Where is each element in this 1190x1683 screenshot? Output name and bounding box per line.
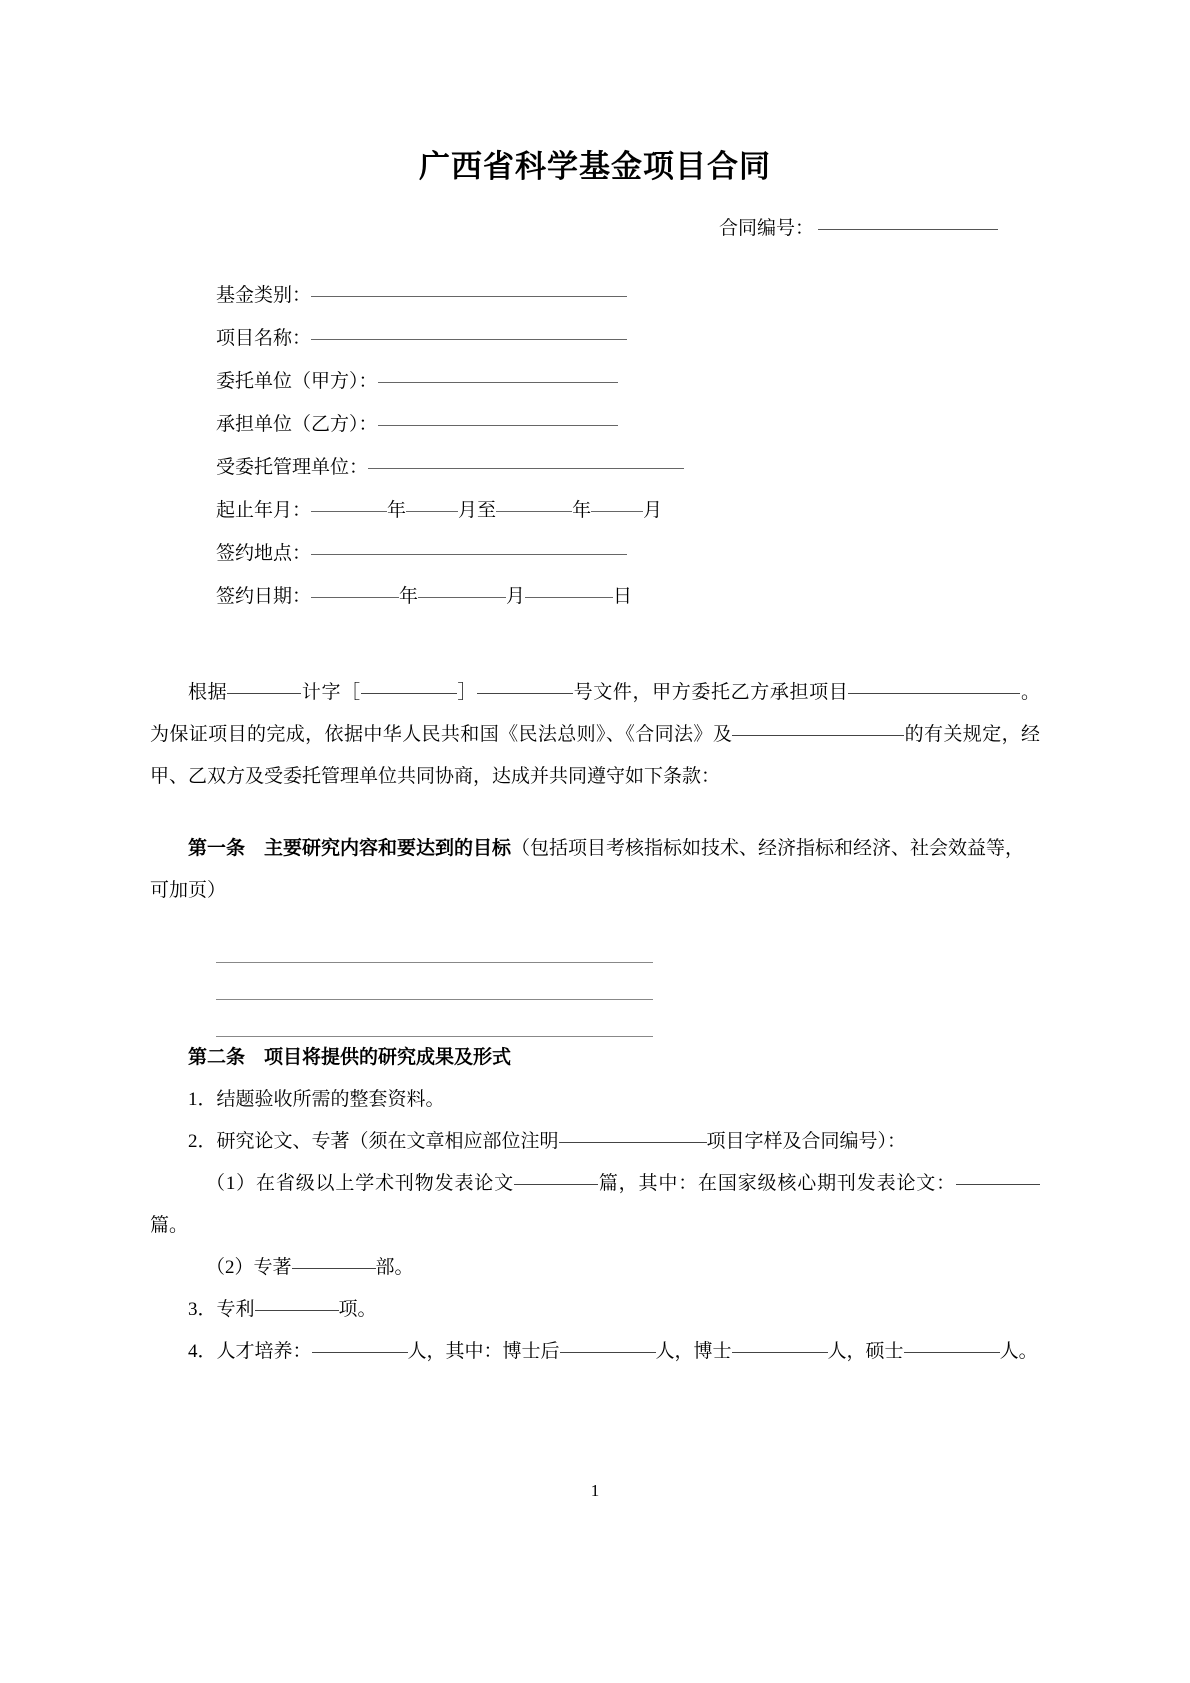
field-label-managing-unit: 受委托管理单位： bbox=[216, 457, 369, 479]
field-blank-sign-day[interactable] bbox=[525, 596, 613, 598]
article-2-item-4-text-before: 4．人才培养： bbox=[188, 1341, 312, 1363]
preamble-seg4: 号文件，甲方委托乙方承担项目 bbox=[573, 682, 849, 704]
article-2-sub-1-blank-b[interactable] bbox=[956, 1183, 1040, 1185]
field-label-client-unit: 委托单位（甲方）： bbox=[216, 371, 378, 393]
field-label-contractor-unit: 承担单位（乙方）： bbox=[216, 414, 378, 436]
contract-number-blank[interactable] bbox=[818, 228, 998, 230]
article-2-item-2-blank[interactable] bbox=[559, 1141, 707, 1143]
article-2-item-4 bbox=[150, 1331, 1040, 1373]
unit-sign-year: 年 bbox=[399, 586, 419, 608]
blank-line[interactable] bbox=[216, 1000, 653, 1037]
field-row-signing-date bbox=[216, 587, 1040, 630]
article-2-sub-1-text-mid: 篇，其中：在国家级核心期刊发表论文： bbox=[597, 1173, 956, 1195]
preamble-paragraph bbox=[150, 672, 1040, 798]
article-1-heading bbox=[150, 828, 1040, 912]
article-2-sub-2-text-before: （2）专著 bbox=[206, 1257, 292, 1279]
page-content bbox=[150, 0, 1040, 1373]
field-blank-fund-category[interactable] bbox=[311, 295, 627, 297]
field-blank-contractor-unit[interactable] bbox=[378, 424, 618, 426]
preamble-seg3: ］ bbox=[456, 682, 477, 704]
contract-number-row bbox=[150, 213, 1040, 240]
article-1-blank-lines bbox=[150, 926, 1040, 1037]
page-title: 广西省科学基金项目合同 bbox=[419, 149, 771, 184]
field-row-fund-category bbox=[216, 286, 1040, 329]
field-label-signing-place: 签约地点： bbox=[216, 543, 312, 565]
article-2-item-3-text-before: 3．专利 bbox=[188, 1299, 255, 1321]
article-2-item-4-text-after: 人。 bbox=[999, 1341, 1038, 1363]
article-2-item-4-blank-phd[interactable] bbox=[732, 1351, 828, 1353]
spacer-before-article-1 bbox=[150, 798, 1040, 828]
field-blank-start-month[interactable] bbox=[406, 510, 458, 512]
unit-month-end: 月 bbox=[643, 500, 663, 522]
field-row-project-name bbox=[216, 329, 1040, 372]
article-2-item-3-blank[interactable] bbox=[255, 1309, 339, 1311]
field-blank-client-unit[interactable] bbox=[378, 381, 618, 383]
article-2-item-2-sub-1 bbox=[150, 1163, 1040, 1247]
article-2-item-1 bbox=[150, 1079, 1040, 1121]
field-label-project-name: 项目名称： bbox=[216, 328, 312, 350]
preamble-seg2: 计字［ bbox=[301, 682, 361, 704]
article-2-title: 第二条 项目将提供的研究成果及形式 bbox=[188, 1047, 512, 1069]
contract-number-label: 合同编号： bbox=[718, 218, 814, 240]
article-2-item-2 bbox=[150, 1121, 1040, 1163]
article-2-item-1-text: 1．结题验收所需的整套资料。 bbox=[188, 1089, 445, 1111]
article-1-title: 第一条 主要研究内容和要达到的目标 bbox=[188, 838, 512, 860]
field-blank-sign-year[interactable] bbox=[311, 596, 399, 598]
preamble-blank-year[interactable] bbox=[361, 692, 457, 694]
article-2-item-4-text-b: 人，博士 bbox=[655, 1341, 732, 1363]
article-2-item-4-text-a: 人，其中：博士后 bbox=[407, 1341, 560, 1363]
blank-line[interactable] bbox=[216, 926, 653, 963]
article-1-note: （包括项目考核指标如技术、经济指标和经济、社会效益等，可加页） bbox=[150, 838, 1025, 902]
preamble-blank-law[interactable] bbox=[732, 734, 904, 736]
article-2-item-3-text-after: 项。 bbox=[338, 1299, 377, 1321]
preamble-blank-docno[interactable] bbox=[477, 692, 573, 694]
field-row-signing-place bbox=[216, 544, 1040, 587]
article-2-item-2-text-before: 2．研究论文、专著（须在文章相应部位注明 bbox=[188, 1131, 559, 1153]
article-2-sub-2-blank[interactable] bbox=[292, 1267, 376, 1269]
field-row-client-unit bbox=[216, 372, 1040, 415]
form-fields bbox=[150, 286, 1040, 630]
unit-sign-day: 日 bbox=[613, 586, 633, 608]
field-row-duration bbox=[216, 501, 1040, 544]
preamble-seg5: 。为保证项目的完成，依据中华人民共和国《民法总则》、《合同法》及 bbox=[150, 682, 1040, 746]
blank-line[interactable] bbox=[216, 963, 653, 1000]
article-2-sub-1-text-after: 篇。 bbox=[150, 1215, 189, 1237]
field-label-signing-date: 签约日期： bbox=[216, 586, 312, 608]
field-blank-managing-unit[interactable] bbox=[368, 467, 684, 469]
article-2-item-3 bbox=[150, 1289, 1040, 1331]
field-label-duration: 起止年月： bbox=[216, 500, 312, 522]
field-blank-sign-month[interactable] bbox=[418, 596, 506, 598]
article-2-item-4-blank-postdoc[interactable] bbox=[560, 1351, 656, 1353]
field-row-contractor-unit bbox=[216, 415, 1040, 458]
unit-year-end: 年 bbox=[572, 500, 592, 522]
article-2-item-4-blank-master[interactable] bbox=[904, 1351, 1000, 1353]
unit-to: 至 bbox=[477, 500, 497, 522]
preamble-blank-dept[interactable] bbox=[227, 692, 301, 694]
preamble-blank-project[interactable] bbox=[848, 692, 1020, 694]
article-2-sub-2-text-after: 部。 bbox=[375, 1257, 414, 1279]
field-blank-end-month[interactable] bbox=[591, 510, 643, 512]
preamble-block bbox=[150, 672, 1040, 798]
field-blank-signing-place[interactable] bbox=[311, 553, 627, 555]
unit-sign-month: 月 bbox=[506, 586, 526, 608]
article-2-heading bbox=[150, 1037, 1040, 1079]
article-2-item-2-text-after: 项目字样及合同编号）： bbox=[706, 1131, 907, 1153]
article-2-sub-1-blank-a[interactable] bbox=[514, 1183, 598, 1185]
unit-month-start: 月 bbox=[458, 500, 478, 522]
article-2-item-2-sub-2 bbox=[150, 1247, 1040, 1289]
field-blank-end-year[interactable] bbox=[496, 510, 572, 512]
article-2-item-4-text-c: 人，硕士 bbox=[827, 1341, 904, 1363]
article-2-item-4-blank-total[interactable] bbox=[312, 1351, 408, 1353]
article-2-sub-1-text-before: （1）在省级以上学术刊物发表论文 bbox=[206, 1173, 514, 1195]
preamble-seg1: 根据 bbox=[188, 682, 228, 704]
field-blank-start-year[interactable] bbox=[311, 510, 387, 512]
field-label-fund-category: 基金类别： bbox=[216, 285, 312, 307]
page-number: 1 bbox=[590, 1481, 600, 1500]
field-row-managing-unit bbox=[216, 458, 1040, 501]
preamble-seg6: 的有关规定，经甲、乙双方及受委托管理单位共同协商，达成并共同遵守如下条款： bbox=[150, 724, 1040, 788]
field-blank-project-name[interactable] bbox=[311, 338, 627, 340]
unit-year-start: 年 bbox=[387, 500, 407, 522]
